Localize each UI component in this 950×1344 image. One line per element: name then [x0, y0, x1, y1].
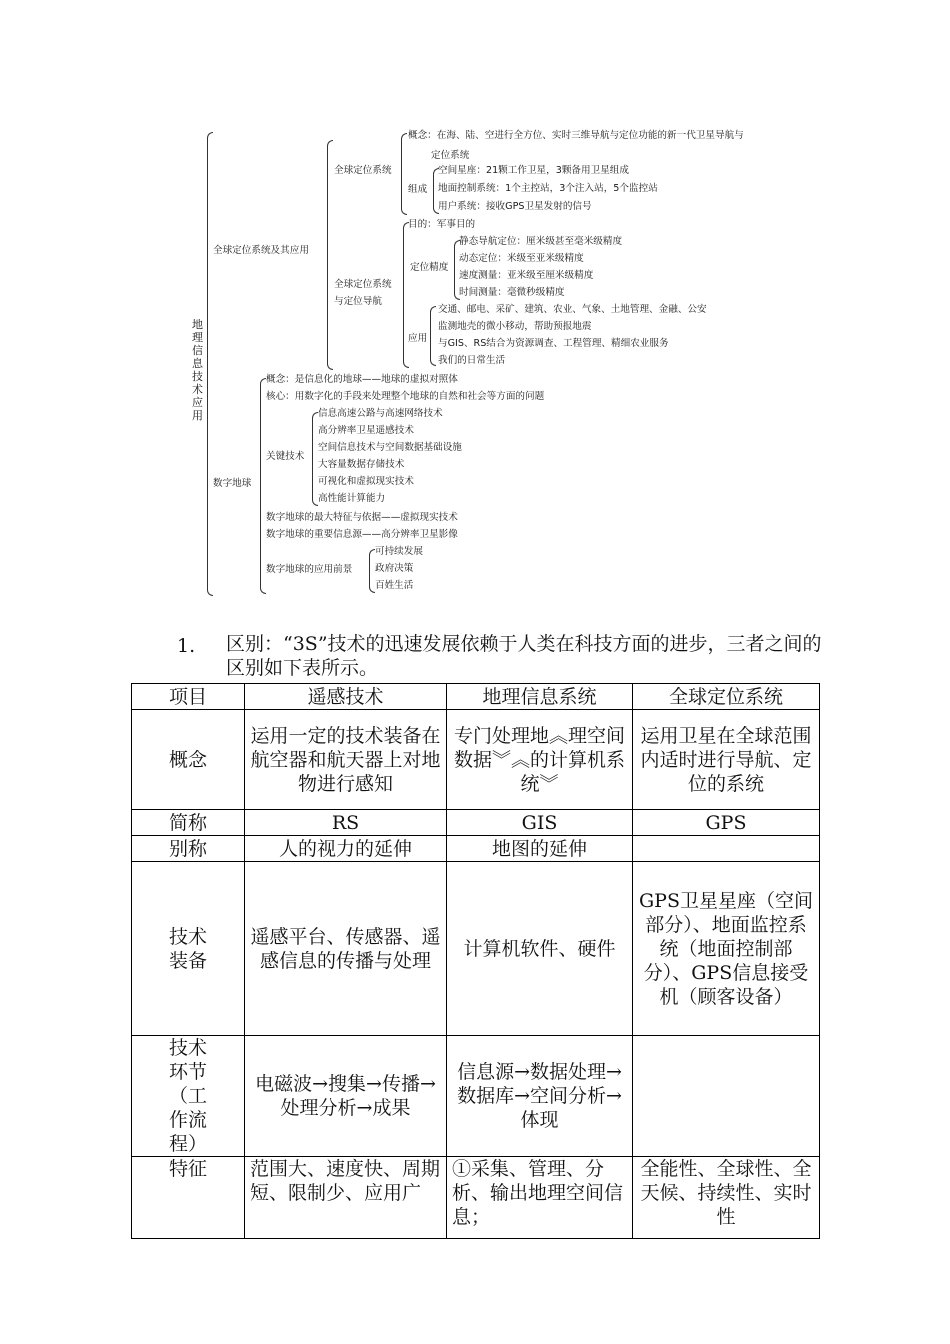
de-key-1: 信息高速公路与高速网络技术 [318, 408, 443, 419]
table-row [132, 836, 820, 862]
table-cell [633, 836, 820, 862]
item-number: 1. [177, 635, 196, 657]
gps-application-label: 全球定位系统及其应用 [213, 245, 309, 256]
de-feature: 数字地球的最大特征与依据——虚拟现实技术 [266, 512, 458, 523]
table-cell: 技术装备 [132, 862, 245, 1036]
table-cell: GIS [447, 810, 633, 836]
gps-nav-label-line1: 全球定位系统 [334, 279, 392, 290]
table-cell: 信息源→数据处理→数据库→空间分析→体现 [447, 1036, 633, 1157]
gps-nav-label-line2: 与定位导航 [334, 296, 382, 307]
table-cell: 运用卫星在全球范围内适时进行导航、定位的系统 [633, 710, 820, 810]
table-cell: 别称 [132, 836, 245, 862]
table-row [132, 810, 820, 836]
de-prospect-1: 可持续发展 [375, 546, 423, 557]
table-cell: 特征 [132, 1157, 245, 1239]
root-bracket [207, 132, 213, 596]
table-row [132, 710, 820, 810]
de-concept: 概念：是信息化的地球——地球的虚拟对照体 [266, 374, 458, 385]
table-cell: 技术环节（工作流程） [132, 1036, 245, 1157]
table-cell: 全能性、全球性、全天候、持续性、实时性 [633, 1157, 820, 1239]
gps-application-bracket [327, 140, 333, 370]
table-cell: ①采集、管理、分析、输出地理空间信息； [447, 1157, 633, 1239]
table-cell: 电磁波→搜集→传播→处理分析→成果 [245, 1036, 447, 1157]
de-prospect-label: 数字地球的应用前景 [266, 564, 353, 575]
gps-purpose: 目的：军事目的 [408, 219, 476, 230]
table-cell: 遥感平台、传感器、遥感信息的传播与处理 [245, 862, 447, 1036]
table-row [132, 862, 820, 1036]
de-key-3: 空间信息技术与空间数据基础设施 [318, 442, 462, 453]
gps-ground-segment: 地面控制系统：1个主控站，3个注入站，5个监控站 [438, 183, 658, 194]
table-cell: 概念 [132, 710, 245, 810]
table-cell: GPS [633, 810, 820, 836]
comparison-table [131, 683, 820, 1239]
gps-user-segment: 用户系统：接收GPS卫星发射的信号 [438, 201, 592, 212]
gps-concept-line2: 定位系统 [431, 150, 470, 161]
de-key-4: 大容量数据存储技术 [318, 459, 405, 470]
table-cell: 简称 [132, 810, 245, 836]
gps-application-field-bracket [430, 306, 436, 366]
table-cell: GPS卫星星座（空间部分）、地面监控系统（地面控制部分）、GPS信息接受机（顾客设备） [633, 862, 820, 1036]
table-cell: 地图的延伸 [447, 836, 633, 862]
table-cell: 专门处理地︽理空间数据︾︽的计算机系统︾ [447, 710, 633, 810]
gps-dynamic: 动态定位：米级至亚米级精度 [459, 253, 584, 264]
digital-earth-bracket [260, 378, 266, 594]
table-row [132, 1157, 820, 1239]
table-header: 项目 [132, 684, 245, 710]
gps-nav-bracket [403, 222, 409, 368]
gps-concept-line1: 概念：在海、陆、空进行全方位、实时三维导航与定位功能的新一代卫星导航与 [408, 130, 744, 141]
gps-speed: 速度测量：亚米级至厘米级精度 [459, 270, 594, 281]
item-paragraph: 区别：“3S”技术的迅速发展依赖于人类在科技方面的进步，三者之间的区别如下表所示。 [226, 633, 822, 679]
gps-space-segment: 空间星座：21颗工作卫星，3颗备用卫星组成 [438, 165, 629, 176]
gps-time: 时间测量：毫微秒级精度 [459, 287, 565, 298]
table-cell: 人的视力的延伸 [245, 836, 447, 862]
de-prospect-3: 百姓生活 [375, 580, 414, 591]
gps-static: 静态导航定位：厘米级甚至毫米级精度 [459, 236, 623, 247]
gps-system-bracket [401, 133, 407, 215]
gps-compose-label: 组成 [408, 184, 428, 195]
table-cell: RS [245, 810, 447, 836]
de-key-tech-label: 关键技术 [266, 451, 305, 462]
de-core: 核心：用数字化的手段来处理整个地球的自然和社会等方面的问题 [266, 391, 545, 402]
gps-app-1: 交通、邮电、采矿、建筑、农业、气象、土地管理、金融、公安 [438, 304, 707, 315]
table-cell: 计算机软件、硬件 [447, 862, 633, 1036]
de-prospect-2: 政府决策 [375, 563, 414, 574]
table-header-row [132, 684, 820, 710]
table-cell: 范围大、速度快、周期短、限制少、应用广 [245, 1157, 447, 1239]
table-header: 地理信息系统 [447, 684, 633, 710]
de-key-6: 高性能计算能力 [318, 493, 386, 504]
table-cell [633, 1036, 820, 1157]
table-header: 遥感技术 [245, 684, 447, 710]
de-key-2: 高分辨率卫星遥感技术 [318, 425, 414, 436]
table-header: 全球定位系统 [633, 684, 820, 710]
gps-app-4: 我们的日常生活 [438, 355, 506, 366]
de-key-5: 可视化和虚拟现实技术 [318, 476, 414, 487]
gps-system-label: 全球定位系统 [334, 165, 392, 176]
digital-earth-label: 数字地球 [213, 478, 252, 489]
table-row [132, 1036, 820, 1157]
table-cell: 运用一定的技术装备在航空器和航天器上对地物进行感知 [245, 710, 447, 810]
de-source: 数字地球的重要信息源——高分辨率卫星影像 [266, 529, 458, 540]
gps-app-2: 监测地壳的微小移动，帮助预报地震 [438, 321, 592, 332]
gps-app-3: 与GIS、RS结合为资源调查、工程管理、精细农业服务 [438, 338, 669, 349]
gps-application-field-label: 应用 [408, 333, 428, 344]
gps-precision-label: 定位精度 [410, 262, 449, 273]
diagram-root-label: 地理信息技术应用 [192, 318, 203, 422]
